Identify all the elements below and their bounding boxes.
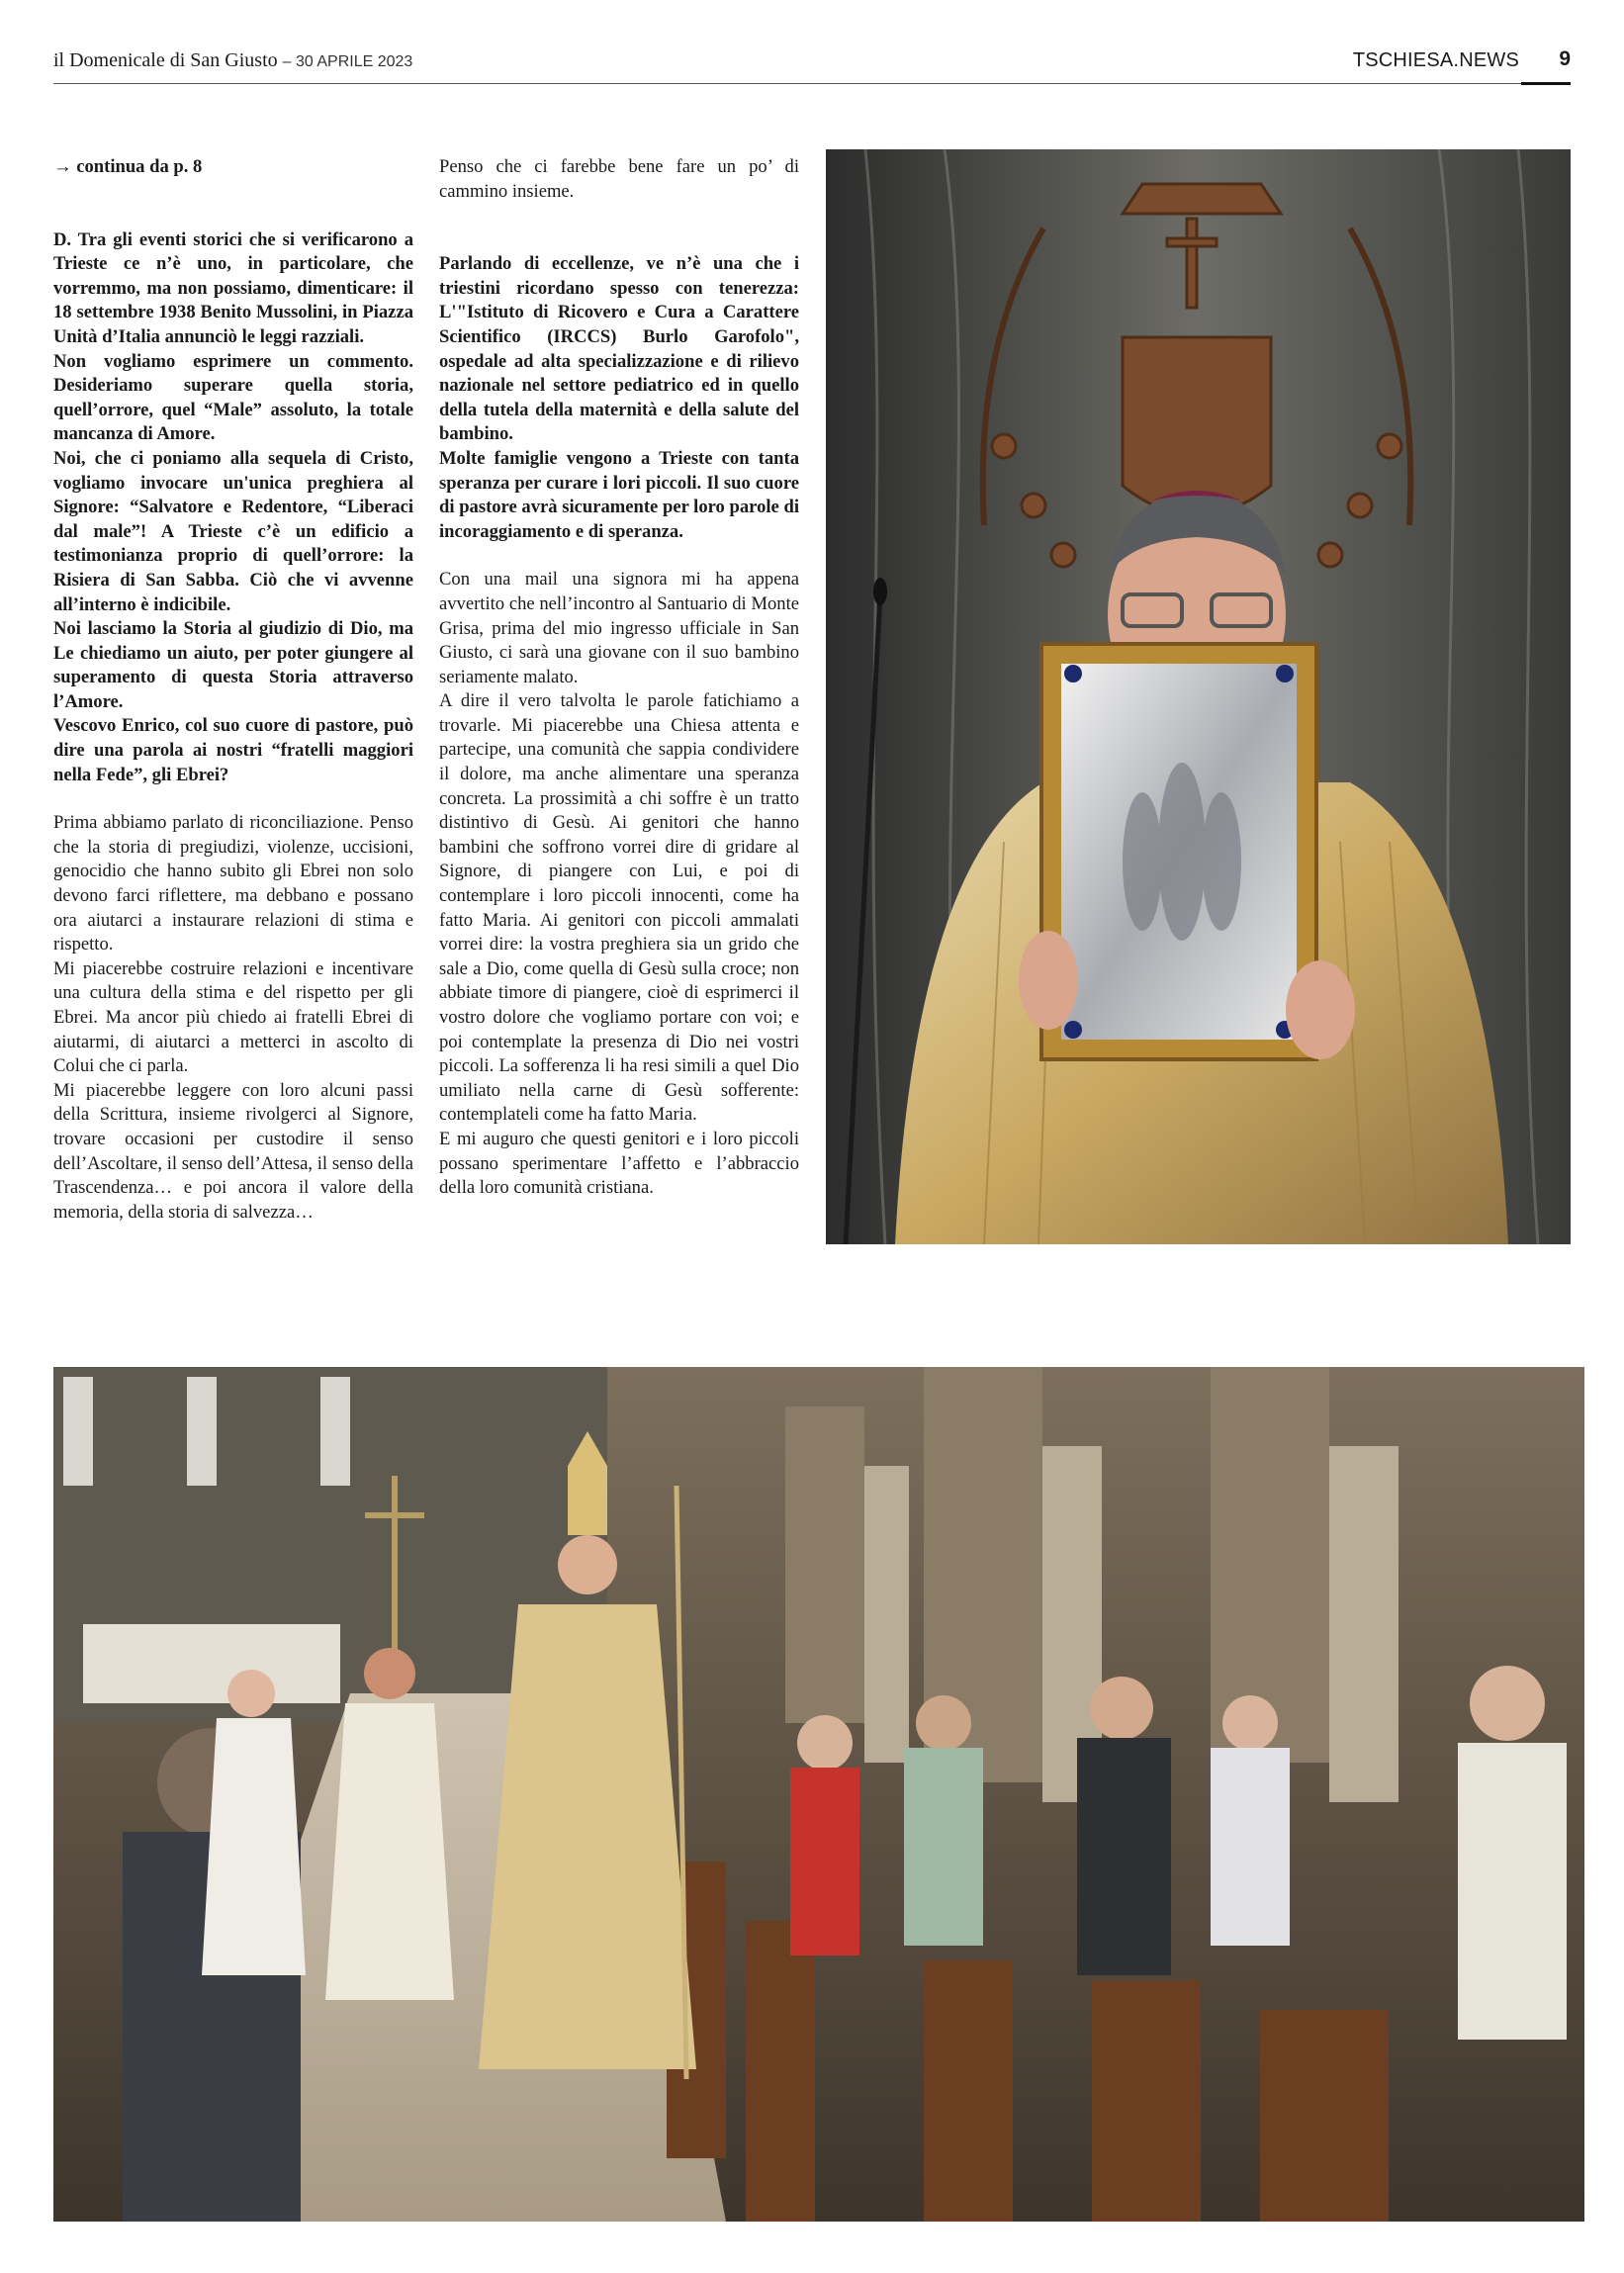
answer-paragraph: A dire il vero talvolta le parole fatichiamo a trovarle. Mi piacerebbe una Chiesa attenta e partecipe, una comunità che sappia condividere il dolore, ma anche alimentare una speranza concreta. La prossimità a chi soffre è un tratto distintivo di Gesù. Ai genitori che hanno bambini che soffrono vorrei dire di gridare al Signore, di piangere con Lui, e poi di contemplare i loro piccoli innocenti, come ha fatto Maria. Ai genitori con piccoli ammalati vorrei dire: la vostra preghiera sia un grido che sale a Dio, come quella di Gesù sulla croce; non abbiate timore di piangere, cioè di esprimerci il vostro dolore che vogliamo portare con voi; e poi contemplate la presenza di Dio nei vostri piccoli. La sofferenza li ha resi simili a quel Dio umiliato nella carne di Gesù sofferente: contemplateli come ha fatto Maria. [439, 690, 799, 1126]
answer-paragraph: Mi piacerebbe leggere con loro alcuni passi della Scrittura, insieme rivolgerci al Signore, trovare occasioni per custodire il senso dell’Ascoltare, il senso dell’Attesa, il senso della Trascendenza… e poi ancora il valore della memoria, della storia di salvezza… [53, 1079, 413, 1223]
cathedral-procession-photo [53, 1367, 1584, 2222]
publication-header [53, 49, 412, 72]
bishop-gospel-photo [826, 149, 1571, 1244]
site-name[interactable]: TSCHIESA.NEWS [1352, 49, 1519, 71]
issue-date: – 30 APRILE 2023 [282, 53, 413, 70]
page-number: 9 [1559, 47, 1571, 70]
bishop-gospel-illustration [826, 149, 1571, 1244]
question-paragraph: Parlando di eccellenze, ve n’è una che i triestini ricordano spesso con tenerezza: L'"Istituto di Ricovero e Cura a Carattere Scientifico (IRCCS) Burlo Garofolo", ospedale ad alta specializzazione e di rilievo nazionale nel settore pediatrico ed in quello della tutela della maternità e della salute del bambino. [439, 253, 799, 445]
article-column-1 [53, 155, 413, 1225]
answer-paragraph: Con una mail una signora mi ha appena avvertito che nell’incontro al Santuario di Monte Grisa, prima del mio ingresso ufficiale in San Giusto, ci sarà una giovane con il suo bambino seriamente malato. [439, 569, 799, 687]
continued-from: → continua da p. 8 [53, 156, 203, 177]
question-paragraph: Molte famiglie vengono a Trieste con tanta speranza per curare i lori piccoli. Il suo cuore di pastore avrà sicuramente per loro parole di incoraggiamento e di speranza. [439, 447, 799, 542]
question-paragraph: D. Tra gli eventi storici che si verificarono a Trieste ce n’è uno, in particolare, che vorremmo, ma non possiamo, dimenticare: il 18 settembre 1938 Benito Mussolini, in Piazza Unità d’Italia annunciò le leggi razziali. [53, 228, 413, 347]
question-paragraph: Noi lasciamo la Storia al giudizio di Dio, ma Le chiediamo un aiuto, per poter giungere al superamento di questa Storia attraverso l’Amore. [53, 618, 413, 712]
answer-paragraph: Penso che ci farebbe bene fare un po’ di cammino insieme. [439, 156, 799, 202]
header-rule-accent [1521, 82, 1571, 85]
question-paragraph: Vescovo Enrico, col suo cuore di pastore, può dire una parola ai nostri “fratelli maggiori nella Fede”, gli Ebrei? [53, 715, 413, 785]
answer-paragraph: Mi piacerebbe costruire relazioni e incentivare una cultura della stima e del rispetto per gli Ebrei. Ma ancor più chiedo ai fratelli Ebrei di aiutarmi, di aiutarci a metterci in ascolto di Colui che ci parla. [53, 957, 413, 1077]
article-column-2 [439, 155, 799, 1201]
answer-paragraph: E mi auguro che questi genitori e i loro piccoli possano sperimentare l’affetto e l’abbraccio della loro comunità cristiana. [439, 1128, 799, 1199]
header-rule [53, 83, 1571, 84]
answer-paragraph: Prima abbiamo parlato di riconciliazione. Penso che la storia di pregiudizi, violenze, uccisioni, genocidio che hanno subito gli Ebrei non solo devono farci riflettere, ma debbano e possano ora aiutarci a instaurare relazioni di stima e rispetto. [53, 812, 413, 955]
question-paragraph: Noi, che ci poniamo alla sequela di Cristo, vogliamo invocare un'unica preghiera al Signore: “Salvatore e Redentore, “Liberaci dal male”! A Trieste c’è un edificio a testimonianza proprio di quell’orrore: la Risiera di San Sabba. Ciò che vi avvenne all’interno è indicibile. [53, 447, 413, 615]
publication-name: il Domenicale di San Giusto [53, 49, 278, 71]
cathedral-procession-illustration [53, 1367, 1584, 2222]
question-paragraph: Non vogliamo esprimere un commento. Desideriamo superare quella storia, quell’orrore, quel “Male” assoluto, la totale mancanza di Amore. [53, 350, 413, 445]
